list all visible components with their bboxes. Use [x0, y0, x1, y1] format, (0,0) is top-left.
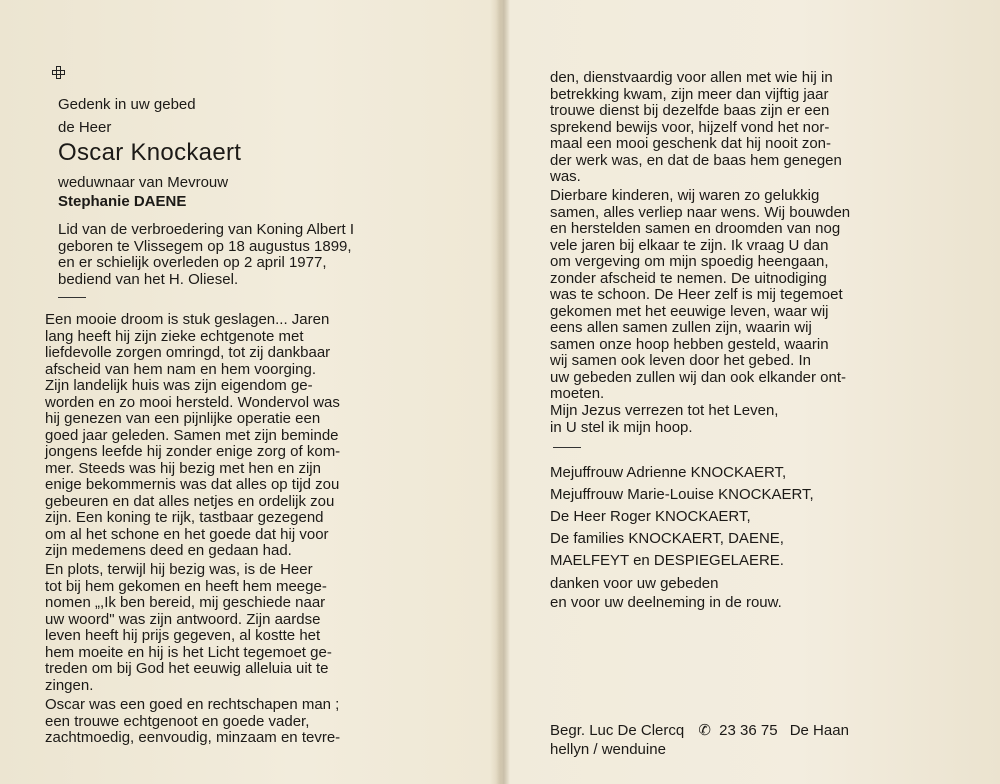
- right-paragraph-2: [550, 188, 942, 403]
- text-line: zijn. Een koning te rijk, tastbaar gezegend: [45, 509, 324, 526]
- family-member: Mejuffrouw Adrienne KNOCKAERT,: [550, 464, 787, 481]
- text-line: zonder afscheid te nemen. De uitnodiging: [550, 269, 827, 287]
- cross-icon: [52, 66, 66, 80]
- text-line: En plots, terwijl hij bezig was, is de Heer: [45, 561, 313, 578]
- spouse-name: Stephanie DAENE: [58, 193, 187, 210]
- text-line: den, dienstvaardig voor allen met wie hij in: [550, 69, 833, 86]
- text-line: lang heeft hij zijn zieke echtgenote met: [45, 327, 304, 345]
- text-line: samen, alles verliep naar wens. Wij bouwden: [550, 203, 851, 221]
- detail-line: geboren te Vlissegem op 18 augustus 1899,: [58, 237, 352, 255]
- text-line: vele jaren bij elkaar te zijn. Ik vraag U dan: [550, 236, 829, 254]
- text-line: Een mooie droom is stuk geslagen... Jaren: [45, 311, 330, 328]
- divider: [58, 297, 86, 298]
- text-line: zingen.: [45, 676, 94, 694]
- undertaker-address: hellyn / wenduine: [550, 741, 666, 758]
- prayer-block: [550, 403, 942, 436]
- detail-line: en er schielijk overleden op 2 april 1977,: [58, 254, 327, 271]
- telephone-icon: ✆: [698, 722, 711, 739]
- text-line: maal een mooi geschenk dat hij nooit zon-: [550, 135, 832, 152]
- text-line: hij genezen van een pijnlijke operatie een: [45, 410, 321, 427]
- text-line: afscheid van hem nam en hem voorging.: [45, 360, 316, 378]
- text-line: zachtmoedig, eenvoudig, minzaam en tevre-: [45, 729, 341, 746]
- undertaker-line: [550, 722, 849, 739]
- text-line: gekomen met het eeuwige leven, waar wij: [550, 302, 829, 320]
- text-line: gebeuren en dat alles netjes en ordelijk zou: [45, 492, 335, 510]
- text-line: uw gebeden zullen wij dan ook elkander ont-: [550, 368, 847, 386]
- text-line: Oscar was een goed en rechtschapen man ;: [45, 696, 340, 713]
- text-line: om al het schone en het goede dat hij voor: [45, 525, 329, 543]
- text-line: nomen „,Ik ben bereid, mij geschiede naar: [45, 594, 326, 611]
- text-line: worden en zo mooi hersteld. Wondervol was: [45, 393, 340, 411]
- text-line: leven heeft hij prijs gegeven, al kostte het: [45, 627, 321, 644]
- text-line: liefdevolle zorgen omringd, tot zij dankbaar: [45, 344, 331, 361]
- right-paragraph-1: [550, 70, 942, 186]
- divider: [553, 447, 581, 448]
- text-line: was te schoon. De Heer zelf is mij tegemoet: [550, 286, 843, 303]
- prayer-line: Mijn Jezus verrezen tot het Leven,: [550, 402, 779, 419]
- text-line: betrekking kwam, zijn meer dan vijftig jaar: [550, 85, 829, 103]
- thanks-line: danken voor uw gebeden: [550, 575, 719, 592]
- text-line: mer. Steeds was hij bezig met hen en zijn: [45, 459, 321, 477]
- left-paragraph-1: [45, 312, 438, 560]
- text-line: trouwe dienst bij dezelfde baas zijn er een: [550, 102, 830, 119]
- thanks-line: en voor uw deelneming in de rouw.: [550, 594, 782, 611]
- card-fold: [496, 0, 510, 784]
- text-line: om vergeving om mijn spoedig heengaan,: [550, 253, 829, 270]
- text-line: Dierbare kinderen, wij waren zo gelukkig: [550, 187, 820, 204]
- text-line: was.: [550, 168, 581, 185]
- text-line: en herstelden samen en droomden van nog: [550, 220, 841, 237]
- text-line: eens allen samen zullen zijn, waarin wij: [550, 319, 812, 336]
- intro-line-1: Gedenk in uw gebed: [58, 96, 196, 113]
- family-member: De families KNOCKAERT, DAENE,: [550, 530, 784, 547]
- text-line: tot bij hem gekomen en heeft hem meege-: [45, 577, 327, 595]
- undertaker-town: De Haan: [789, 722, 849, 739]
- left-paragraph-2: [45, 562, 438, 694]
- undertaker-name: Begr. Luc De Clercq: [550, 722, 685, 739]
- deceased-name: Oscar Knockaert: [58, 139, 242, 166]
- widower-line: weduwnaar van Mevrouw: [58, 174, 229, 191]
- text-line: enige bekommernis was dat alles op tijd zou: [45, 476, 340, 493]
- details-block: [58, 222, 443, 288]
- text-line: samen onze hoop hebben gesteld, waarin: [550, 335, 829, 353]
- detail-line: Lid van de verbroedering van Koning Albert I: [58, 221, 355, 238]
- text-line: moeten.: [550, 385, 605, 402]
- text-line: uw woord" was zijn antwoord. Zijn aardse: [45, 610, 321, 628]
- text-line: hem moeite en hij is het Licht tegemoet ge-: [45, 643, 332, 661]
- undertaker-phone: 23 36 75: [719, 722, 778, 739]
- text-line: treden om bij God het eeuwig alleluia uit te: [45, 660, 329, 677]
- family-member: MAELFEYT en DESPIEGELAERE.: [550, 552, 784, 569]
- left-paragraph-3: [45, 697, 438, 747]
- family-member: De Heer Roger KNOCKAERT,: [550, 508, 751, 525]
- text-line: jongens leefde hij zonder enige zorg of kom-: [45, 443, 341, 460]
- text-line: Zijn landelijk huis was zijn eigendom ge-: [45, 377, 313, 394]
- detail-line: bediend van het H. Oliesel.: [58, 270, 239, 288]
- prayer-line: in U stel ik mijn hoop.: [550, 418, 693, 436]
- family-member: Mejuffrouw Marie-Louise KNOCKAERT,: [550, 486, 814, 503]
- text-line: wij samen ook leven door het gebed. In: [550, 352, 811, 369]
- text-line: goed jaar geleden. Samen met zijn beminde: [45, 426, 339, 444]
- text-line: zijn medemens deed en gedaan had.: [45, 542, 292, 559]
- intro-line-2: de Heer: [58, 119, 112, 136]
- text-line: der werk was, en dat de baas hem genegen: [550, 151, 842, 169]
- text-line: sprekend bewijs voor, hijzelf vond het nor-: [550, 118, 830, 136]
- text-line: een trouwe echtgenoot en goede vader,: [45, 712, 310, 730]
